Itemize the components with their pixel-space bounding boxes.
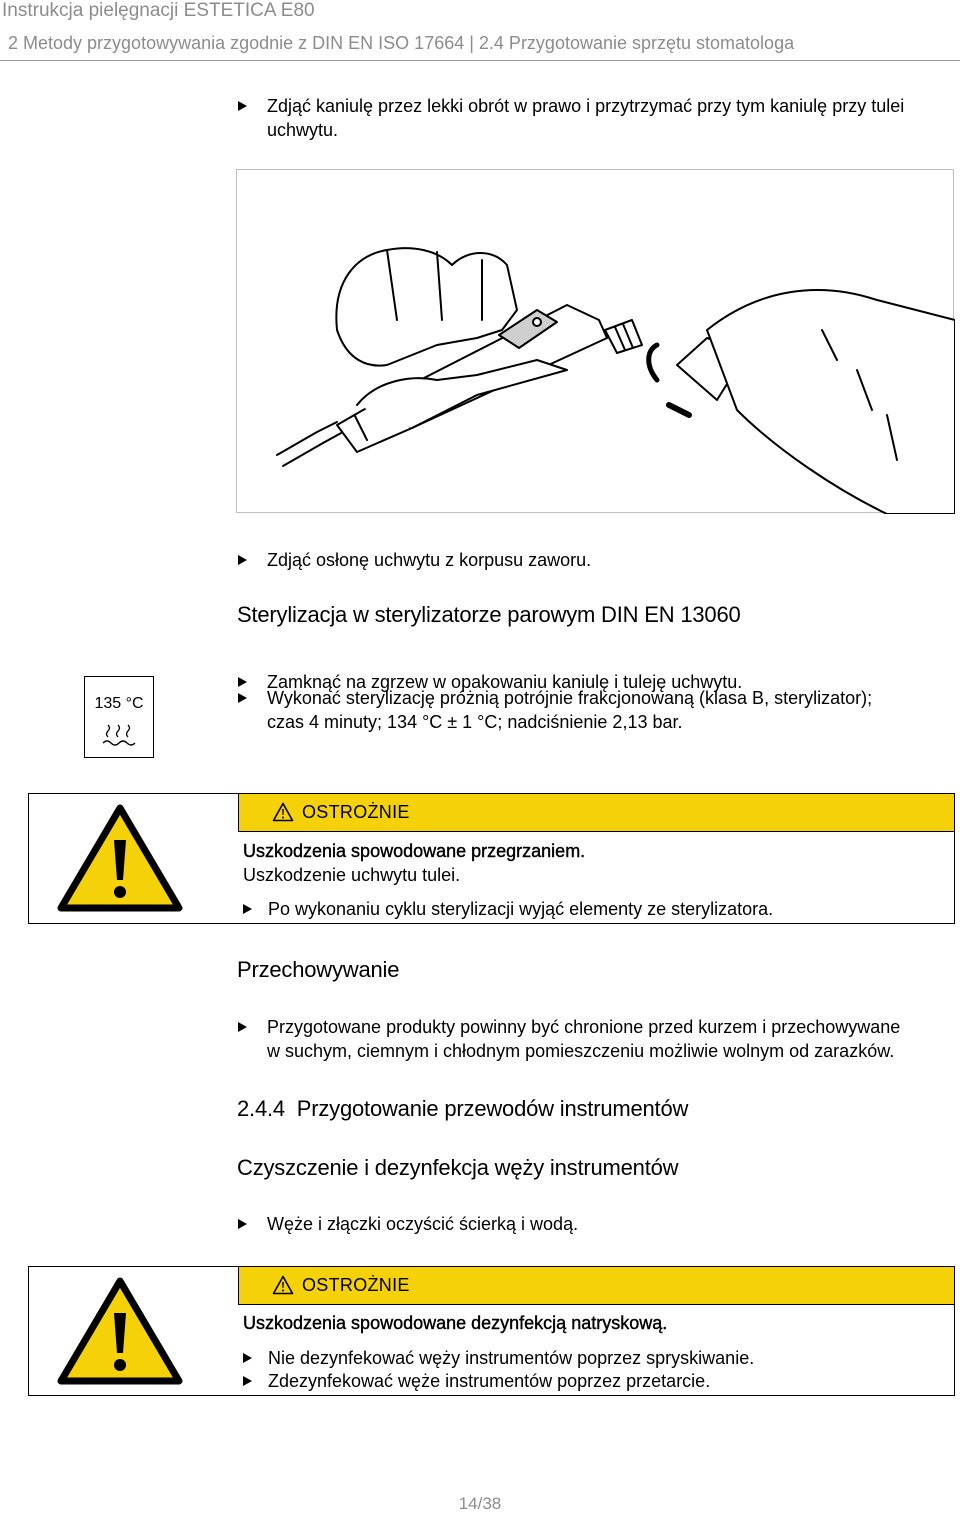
step-text-line: Przygotowane produkty powinny być chronione przed kurzem i przechowywane — [267, 1017, 901, 1037]
bullet-arrow-icon — [238, 1219, 247, 1229]
step-text: Zamknąć na zgrzew w opakowaniu kaniulę i tuleję uchwytu. — [267, 672, 743, 692]
caution-action — [243, 898, 773, 920]
document-title: Instrukcja pielęgnacji ESTETICA E80 — [2, 0, 315, 21]
step-text-line: czas 4 minuty; 134 °C ± 1 °C; nadciśnienie 2,13 bar. — [267, 712, 683, 732]
caution-hazard-title: Uszkodzenia spowodowane przegrzaniem. — [243, 841, 586, 861]
step-remove-cannula — [238, 94, 904, 142]
storage-heading: Przechowywanie — [237, 957, 400, 982]
section-heading-2-4-4 — [237, 1096, 688, 1122]
page-number: 14/38 — [458, 1494, 502, 1513]
illustration-remove-cannula — [236, 169, 954, 513]
small-warning-icon — [272, 1275, 294, 1295]
caution-action-text: Po wykonaniu cyklu sterylizacji wyjąć elementy ze sterylizatora. — [268, 899, 774, 919]
bullet-arrow-icon — [243, 1376, 252, 1386]
bullet-arrow-icon — [243, 1353, 252, 1363]
storage-instruction — [238, 1015, 900, 1063]
bullet-arrow-icon — [238, 1022, 247, 1032]
caution-signal-word: OSTROŻNIE — [302, 802, 410, 822]
caution-action-text: Nie dezynfekować węży instrumentów poprzez spryskiwanie. — [268, 1348, 755, 1368]
step-text-line: w suchym, ciemnym i chłodnym pomieszczeniu możliwie wolnym od zarazków. — [267, 1041, 895, 1061]
cleaning-heading: Czyszczenie i dezynfekcja węży instrumentów — [237, 1155, 679, 1180]
steam-waves-icon — [85, 677, 155, 759]
small-warning-icon — [272, 802, 294, 822]
step-remove-cover — [238, 548, 591, 572]
warning-triangle-icon — [57, 1277, 183, 1385]
steam-sterilization-symbol — [84, 676, 154, 758]
caution-signal-band — [238, 1267, 954, 1305]
hand-holding-instrument-illustration — [237, 170, 955, 514]
caution-box-spray-disinfection — [28, 1266, 955, 1396]
section-title: Przygotowanie przewodów instrumentów — [296, 1096, 689, 1121]
section-number: 2.4.4 — [237, 1096, 285, 1121]
warning-triangle-icon — [57, 804, 183, 912]
caution-action — [243, 1370, 710, 1392]
header-divider — [0, 60, 960, 61]
sterilization-step-cycle — [238, 686, 872, 734]
caution-action — [243, 1347, 754, 1369]
sterilization-heading: Sterylizacja w sterylizatorze parowym DIN EN 13060 — [237, 602, 741, 627]
breadcrumb: 2 Metody przygotowywania zgodnie z DIN EN ISO 17664 | 2.4 Przygotowanie sprzętu stomatologa — [8, 33, 795, 53]
step-text: Zdjąć osłonę uchwytu z korpusu zaworu. — [267, 550, 592, 570]
bullet-arrow-icon — [243, 904, 252, 914]
bullet-arrow-icon — [238, 693, 247, 703]
temperature-label: 135 °C — [94, 695, 144, 712]
caution-box-overheating — [28, 793, 955, 924]
step-text-line: Wykonać sterylizację próżnią potrójnie frakcjonowaną (klasa B, sterylizator); — [267, 688, 873, 708]
caution-signal-band — [238, 794, 954, 832]
caution-action-text: Zdezynfekować węże instrumentów poprzez przetarcie. — [268, 1371, 711, 1391]
step-text: Węże i złączki oczyścić ścierką i wodą. — [267, 1214, 579, 1234]
cleaning-step — [238, 1212, 578, 1236]
step-text-line: uchwytu. — [267, 120, 339, 140]
caution-hazard-title: Uszkodzenia spowodowane dezynfekcją natryskową. — [243, 1313, 668, 1333]
bullet-arrow-icon — [238, 555, 247, 565]
bullet-arrow-icon — [238, 101, 247, 111]
caution-consequence: Uszkodzenie uchwytu tulei. — [243, 865, 461, 885]
step-text-line: Zdjąć kaniulę przez lekki obrót w prawo i przytrzymać przy tym kaniulę przy tulei — [267, 96, 905, 116]
caution-signal-word: OSTROŻNIE — [302, 1275, 410, 1295]
